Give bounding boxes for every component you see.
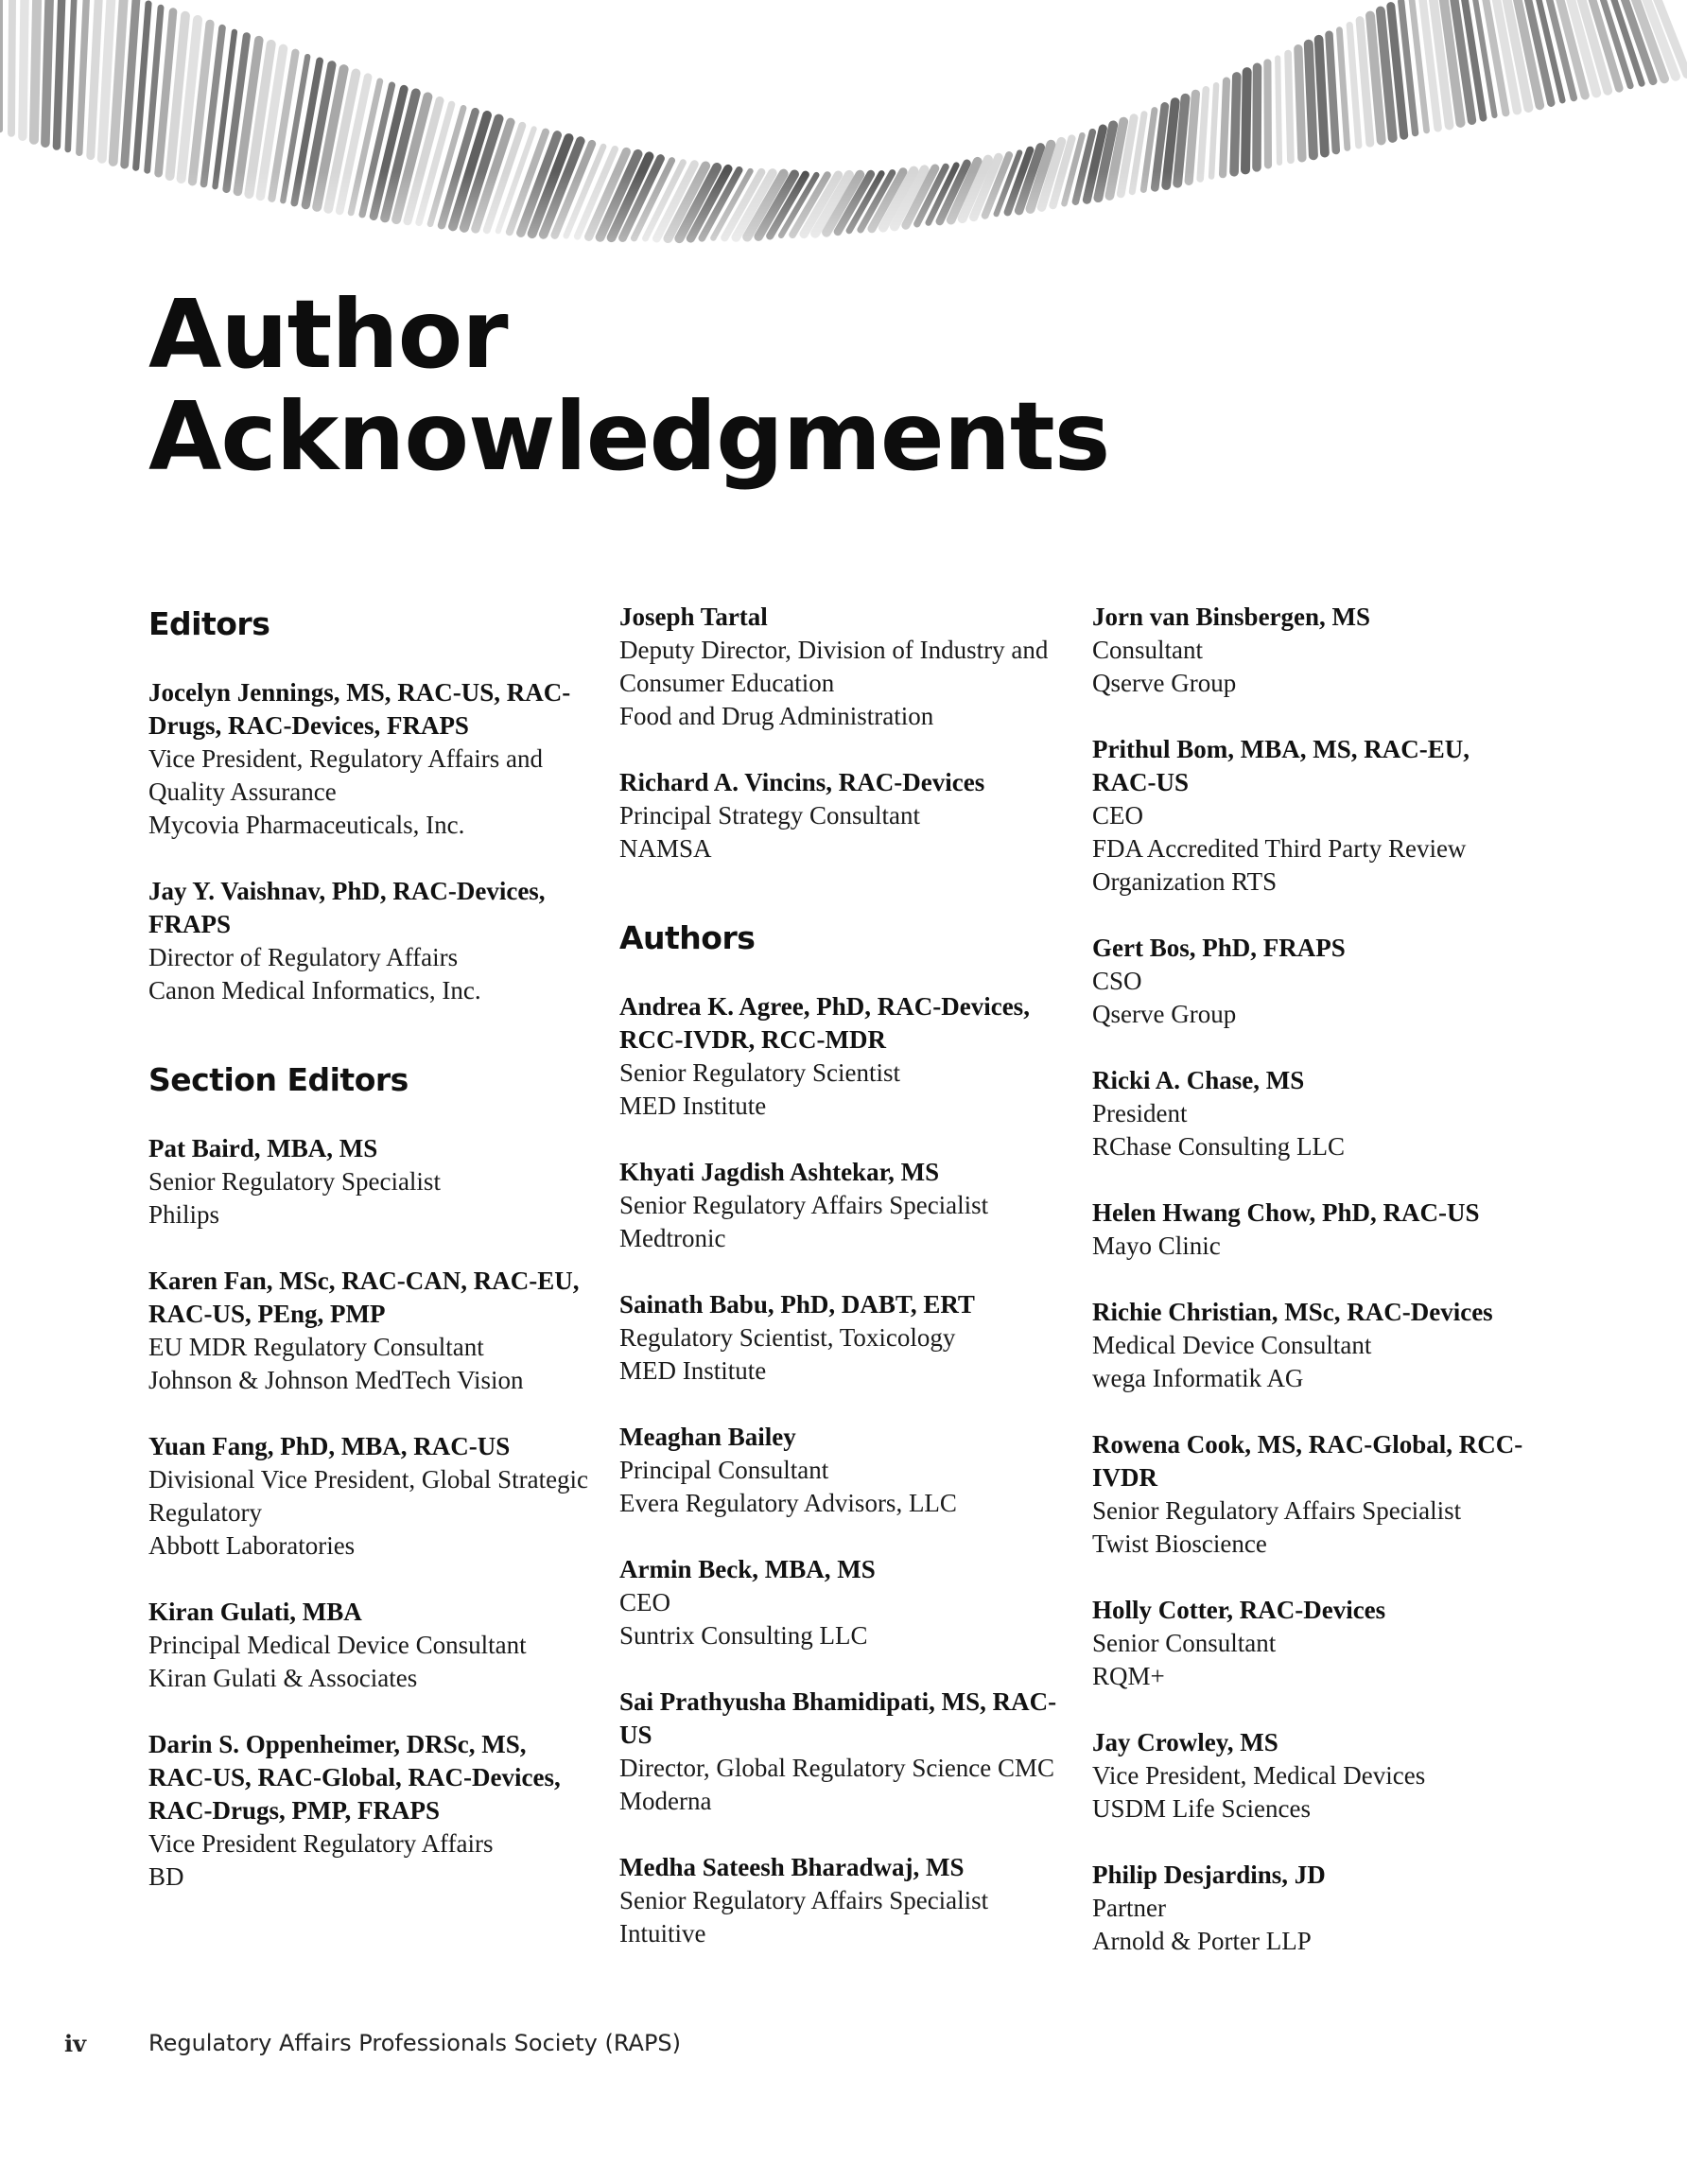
column-2 [619, 601, 1064, 1983]
person-affiliation: Intuitive [619, 1919, 706, 1948]
person-name: Holly Cotter, RAC-Devices [1092, 1596, 1386, 1624]
header-banner-graphic [0, 0, 1687, 312]
person-entry [619, 1686, 1064, 1818]
person-title: President [1092, 1099, 1188, 1127]
person-entry [148, 1430, 593, 1563]
person-title: Principal Medical Device Consultant [148, 1631, 527, 1659]
page-number: iv [64, 2030, 87, 2057]
person-name: Karen Fan, MSc, RAC-CAN, RAC-EU, RAC-US, PEng, PMP [148, 1267, 580, 1328]
person-title: Senior Consultant [1092, 1629, 1277, 1657]
person-title: CSO [1092, 967, 1142, 995]
person-title: Senior Regulatory Specialist [148, 1167, 441, 1196]
person-entry [1092, 601, 1537, 700]
person-affiliation: USDM Life Sciences [1092, 1794, 1311, 1823]
person-name: Helen Hwang Chow, PhD, RAC-US [1092, 1198, 1480, 1227]
person-entry [148, 1596, 593, 1695]
person-name: Joseph Tartal [619, 603, 768, 631]
person-title: Divisional Vice President, Global Strategic Regulatory [148, 1465, 589, 1527]
person-affiliation: Philips [148, 1200, 220, 1229]
person-name: Sainath Babu, PhD, DABT, ERT [619, 1290, 975, 1319]
person-affiliation: Twist Bioscience [1092, 1529, 1267, 1558]
person-title: Senior Regulatory Affairs Specialist [619, 1191, 989, 1219]
person-entry [1092, 932, 1537, 1031]
person-affiliation: Qserve Group [1092, 669, 1237, 697]
person-affiliation: MED Institute [619, 1092, 767, 1120]
person-affiliation: Evera Regulatory Advisors, LLC [619, 1489, 957, 1517]
person-title: Regulatory Scientist, Toxicology [619, 1323, 956, 1352]
person-name: Jay Y. Vaishnav, PhD, RAC-Devices, FRAPS [148, 877, 546, 938]
person-entry [619, 990, 1064, 1123]
title-line-2: Acknowledgments [148, 381, 1110, 492]
person-name: Armin Beck, MBA, MS [619, 1555, 876, 1583]
section-heading: Editors [148, 605, 270, 642]
person-entry [1092, 1064, 1537, 1163]
person-affiliation: Mycovia Pharmaceuticals, Inc. [148, 811, 465, 839]
person-affiliation: wega Informatik AG [1092, 1364, 1304, 1392]
footer-organization: Regulatory Affairs Professionals Society (RAPS) [148, 2030, 682, 2056]
person-entry [148, 1265, 593, 1397]
person-name: Jay Crowley, MS [1092, 1728, 1278, 1756]
person-entry [619, 1851, 1064, 1950]
person-entry [619, 1421, 1064, 1520]
person-name: Richie Christian, MSc, RAC-Devices [1092, 1298, 1493, 1326]
person-affiliation: NAMSA [619, 834, 712, 863]
person-name: Philip Desjardins, JD [1092, 1861, 1326, 1889]
person-affiliation: BD [148, 1862, 184, 1891]
person-entry [148, 1132, 593, 1232]
title-line-1: Author [148, 279, 508, 390]
person-name: Rowena Cook, MS, RAC-Global, RCC-IVDR [1092, 1430, 1523, 1492]
person-affiliation: Qserve Group [1092, 1000, 1237, 1028]
person-entry [148, 676, 593, 842]
person-name: Meaghan Bailey [619, 1423, 796, 1451]
person-title: EU MDR Regulatory Consultant [148, 1333, 484, 1361]
person-name: Jorn van Binsbergen, MS [1092, 603, 1371, 631]
person-entry [619, 766, 1064, 865]
person-entry [1092, 733, 1537, 899]
person-entry [1092, 1594, 1537, 1693]
section-heading: Section Editors [148, 1061, 409, 1098]
person-title: Principal Consultant [619, 1456, 829, 1484]
person-title: Senior Regulatory Affairs Specialist [619, 1886, 989, 1914]
person-name: Prithul Bom, MBA, MS, RAC-EU, RAC-US [1092, 735, 1470, 796]
person-affiliation: RChase Consulting LLC [1092, 1132, 1346, 1161]
person-name: Kiran Gulati, MBA [148, 1598, 362, 1626]
person-affiliation: RQM+ [1092, 1662, 1165, 1690]
person-entry [148, 1728, 593, 1894]
person-affiliation: Canon Medical Informatics, Inc. [148, 976, 481, 1005]
person-entry [619, 1553, 1064, 1652]
page-footer [0, 2030, 1687, 2068]
person-entry [1092, 1296, 1537, 1395]
person-name: Darin S. Oppenheimer, DRSc, MS, RAC-US, RAC-Global, RAC-Devices, RAC-Drugs, PMP, FRAPS [148, 1730, 561, 1825]
person-title: Senior Regulatory Scientist [619, 1058, 900, 1087]
person-name: Andrea K. Agree, PhD, RAC-Devices, RCC-IVDR, RCC-MDR [619, 992, 1030, 1054]
column-1 [148, 601, 593, 1927]
person-title: Senior Regulatory Affairs Specialist [1092, 1496, 1462, 1525]
person-title: CEO [1092, 801, 1143, 830]
person-name: Medha Sateesh Bharadwaj, MS [619, 1853, 965, 1881]
person-title: Vice President, Medical Devices [1092, 1761, 1426, 1790]
page-title [148, 279, 1110, 492]
column-3 [1092, 601, 1537, 1991]
person-title: CEO [619, 1588, 670, 1616]
section-heading: Authors [619, 919, 756, 956]
person-title: Vice President Regulatory Affairs [148, 1829, 494, 1858]
person-entry [1092, 1197, 1537, 1263]
person-title: Medical Device Consultant [1092, 1331, 1372, 1359]
banner-fade [0, 0, 1687, 312]
person-affiliation: Johnson & Johnson MedTech Vision [148, 1366, 524, 1394]
person-title: Mayo Clinic [1092, 1232, 1221, 1260]
person-name: Richard A. Vincins, RAC-Devices [619, 768, 985, 796]
person-name: Sai Prathyusha Bhamidipati, MS, RAC-US [619, 1687, 1057, 1749]
person-title: Vice President, Regulatory Affairs and Quality Assurance [148, 744, 544, 806]
person-title: Principal Strategy Consultant [619, 801, 920, 830]
person-name: Ricki A. Chase, MS [1092, 1066, 1305, 1094]
person-title: Deputy Director, Division of Industry and Consumer Education [619, 636, 1049, 697]
person-affiliation: Kiran Gulati & Associates [148, 1664, 418, 1692]
person-entry [619, 1156, 1064, 1255]
person-title: Consultant [1092, 636, 1204, 664]
person-title: Partner [1092, 1894, 1166, 1922]
person-name: Jocelyn Jennings, MS, RAC-US, RAC-Drugs, RAC-Devices, FRAPS [148, 678, 571, 740]
person-name: Yuan Fang, PhD, MBA, RAC-US [148, 1432, 511, 1460]
person-name: Gert Bos, PhD, FRAPS [1092, 934, 1346, 962]
person-affiliation: MED Institute [619, 1356, 767, 1385]
person-title: Director, Global Regulatory Science CMC [619, 1754, 1055, 1782]
person-affiliation: Abbott Laboratories [148, 1531, 356, 1560]
person-name: Khyati Jagdish Ashtekar, MS [619, 1158, 940, 1186]
person-entry [1092, 1726, 1537, 1826]
person-affiliation: Arnold & Porter LLP [1092, 1927, 1312, 1955]
person-entry [619, 601, 1064, 733]
person-title: Director of Regulatory Affairs [148, 943, 459, 971]
person-affiliation: Food and Drug Administration [619, 702, 934, 730]
person-name: Pat Baird, MBA, MS [148, 1134, 378, 1162]
person-entry [1092, 1859, 1537, 1958]
person-affiliation: Medtronic [619, 1224, 726, 1252]
person-affiliation: FDA Accredited Third Party Review Organization RTS [1092, 834, 1467, 896]
person-entry [148, 875, 593, 1007]
person-affiliation: Suntrix Consulting LLC [619, 1621, 868, 1650]
person-entry [1092, 1428, 1537, 1561]
person-entry [619, 1288, 1064, 1388]
person-affiliation: Moderna [619, 1787, 712, 1815]
